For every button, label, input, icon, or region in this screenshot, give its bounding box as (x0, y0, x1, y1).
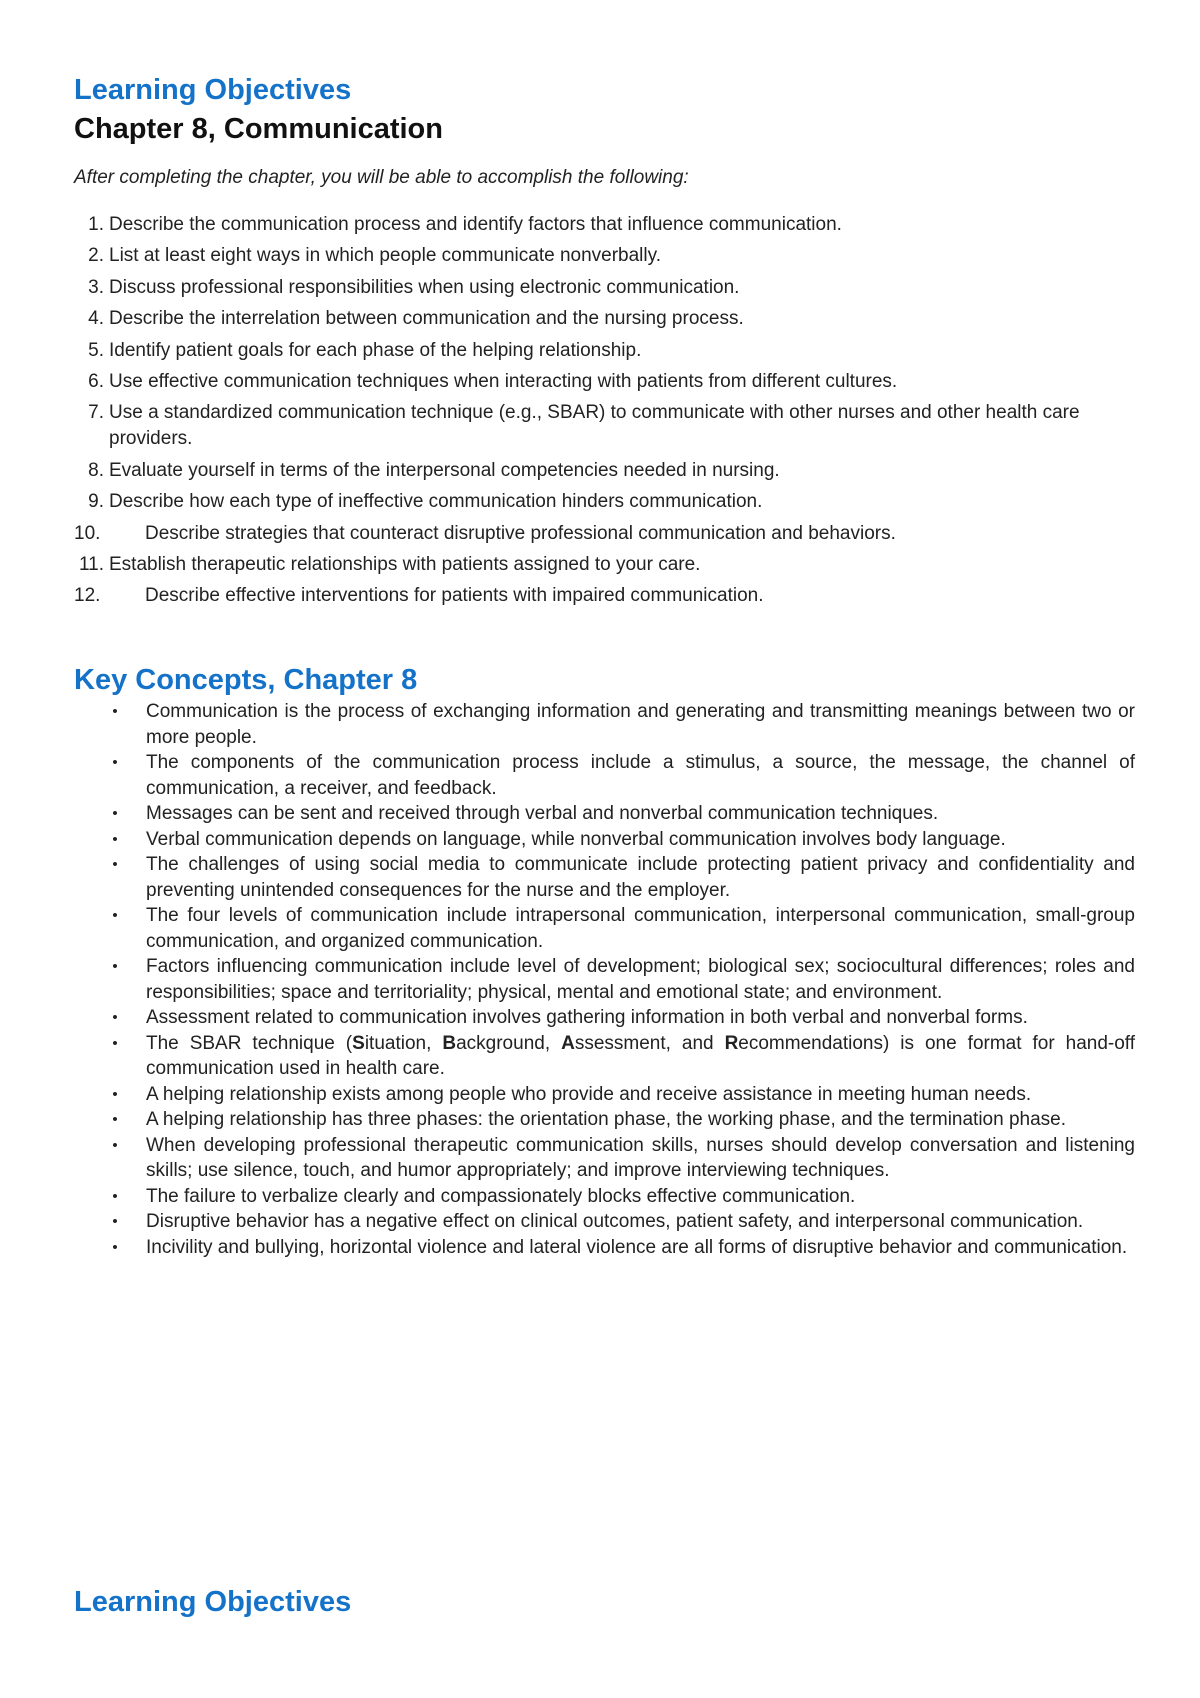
sbar-letter: S (352, 1032, 365, 1054)
sbar-text: ssessment, and (574, 1032, 725, 1054)
concept-item (110, 954, 1135, 1005)
concept-item (110, 699, 1135, 750)
concept-item (110, 852, 1135, 903)
objective-item (74, 489, 1084, 515)
chapter-title: Chapter 8, Communication (74, 113, 443, 145)
concept-text: Factors influencing communication include level of development; biological sex; sociocultural differences; roles and responsibilities; space and territoriality; physical, mental and emotional state; and environment. (146, 956, 1135, 1003)
concept-item (110, 1082, 1135, 1108)
objective-item (74, 212, 1084, 238)
concept-text: Disruptive behavior has a negative effect on clinical outcomes, patient safety, and interpersonal communication. (146, 1211, 1084, 1232)
concept-item (110, 827, 1135, 853)
concept-item (110, 1184, 1135, 1210)
bullet-icon: • (112, 1238, 118, 1256)
bullet-icon: • (112, 805, 118, 822)
objective-text: Discuss professional responsibilities when using electronic communication. (109, 276, 740, 298)
concept-text: Messages can be sent and received through verbal and nonverbal communication techniques. (146, 803, 939, 824)
objective-text: Describe strategies that counteract disruptive professional communication and behaviors. (145, 522, 896, 544)
sbar-text: ackground, (456, 1032, 562, 1054)
objective-number: 4. (88, 308, 104, 330)
sbar-text: ecommendations) is one format for hand-off communication used in health care. (146, 1032, 1136, 1079)
objective-item (74, 243, 1084, 269)
bullet-icon: • (112, 907, 118, 924)
concept-item (110, 1031, 1135, 1082)
objective-number: 1. (88, 214, 104, 235)
key-concepts-heading: Key Concepts, Chapter 8 (74, 664, 418, 696)
objective-item (74, 521, 1084, 547)
objective-item (74, 275, 1084, 301)
objective-item (74, 458, 1084, 484)
concept-text: A helping relationship has three phases: the orientation phase, the working phase, and the termination phase. (146, 1109, 1067, 1130)
concept-item (110, 1209, 1135, 1235)
objective-text: Identify patient goals for each phase of the helping relationship. (109, 339, 642, 361)
concept-text: A helping relationship exists among people who provide and receive assistance in meeting human needs. (146, 1083, 1032, 1105)
objective-number: 12. (74, 585, 101, 607)
concept-item (110, 903, 1135, 954)
objective-number: 3. (88, 276, 104, 298)
objective-item (74, 369, 1084, 395)
concept-text (146, 1033, 1135, 1080)
objective-text: Describe the interrelation between communication and the nursing process. (109, 308, 744, 330)
concept-text: The failure to verbalize clearly and compassionately blocks effective communication. (146, 1185, 856, 1207)
learning-objectives-heading-2: Learning Objectives (74, 1586, 352, 1618)
bullet-icon: • (112, 1085, 118, 1103)
objective-text: Describe effective interventions for patients with impaired communication. (145, 585, 764, 607)
objective-number: 2. (88, 245, 104, 267)
bullet-icon: • (112, 1009, 118, 1026)
bullet-icon: • (112, 754, 118, 771)
objective-text: Describe how each type of ineffective communication hinders communication. (109, 491, 763, 513)
concept-text: The four levels of communication include intrapersonal communication, interpersonal communication, small-group communication, and organized communication. (146, 905, 1135, 952)
objective-text: Use a standardized communication technique (e.g., SBAR) to communicate with other nurses and other health care providers. (109, 402, 1080, 450)
objective-text: Establish therapeutic relationships with patients assigned to your care. (109, 553, 701, 575)
objective-item (74, 338, 1084, 364)
objective-number: 7. (88, 402, 104, 424)
objective-text: Describe the communication process and identify factors that influence communication. (109, 214, 842, 235)
bullet-icon: • (112, 958, 118, 975)
sbar-text: The SBAR technique ( (146, 1032, 353, 1054)
concept-item (110, 1005, 1135, 1031)
learning-objectives-heading: Learning Objectives (74, 74, 352, 106)
objectives-list (74, 212, 1084, 615)
sbar-text: ituation, (364, 1032, 443, 1054)
concept-text: When developing professional therapeutic communication skills, nurses should develop conversation and listening skills; use silence, touch, and humor appropriately; and improve interviewing techniques. (146, 1134, 1135, 1181)
bullet-icon: • (112, 703, 118, 720)
bullet-icon: • (112, 830, 118, 848)
concept-item (110, 1107, 1135, 1133)
sbar-letter: B (442, 1032, 457, 1054)
concept-item (110, 1235, 1135, 1261)
bullet-icon: • (112, 1111, 118, 1128)
concept-item (110, 750, 1135, 801)
bullet-icon: • (112, 1136, 118, 1154)
objective-number: 8. (88, 459, 104, 481)
bullet-icon: • (112, 1034, 118, 1052)
sbar-letter: A (561, 1032, 575, 1054)
concept-text: Incivility and bullying, horizontal violence and lateral violence are all forms of disruptive behavior and communication. (146, 1236, 1128, 1258)
sbar-letter: R (724, 1032, 739, 1054)
objective-number: 10. (74, 522, 101, 544)
objective-number: 9. (88, 491, 104, 513)
objective-text: Evaluate yourself in terms of the interpersonal competencies needed in nursing. (109, 459, 780, 481)
concept-item (110, 801, 1135, 827)
objective-text: Use effective communication techniques when interacting with patients from different cultures. (109, 370, 898, 392)
objective-item (74, 552, 1084, 578)
bullet-icon: • (112, 1187, 118, 1205)
concept-text: Communication is the process of exchanging information and generating and transmitting meanings between two or more people. (146, 701, 1135, 748)
bullet-icon: • (112, 1213, 118, 1230)
concept-text: Verbal communication depends on language, while nonverbal communication involves body language. (146, 828, 1006, 850)
objective-number: 11. (78, 553, 104, 575)
intro-text: After completing the chapter, you will be able to accomplish the following: (74, 167, 689, 188)
objective-text: List at least eight ways in which people communicate nonverbally. (109, 245, 661, 267)
objective-item (74, 400, 1084, 452)
objective-number: 5. (88, 339, 104, 361)
key-concepts-list (110, 699, 1135, 1260)
concept-text: Assessment related to communication involves gathering information in both verbal and nonverbal forms. (146, 1007, 1028, 1028)
bullet-icon: • (112, 856, 118, 873)
objective-item (74, 583, 1084, 609)
objective-item (74, 306, 1084, 332)
concept-text: The challenges of using social media to communicate include protecting patient privacy and confidentiality and preventing unintended consequences for the nurse and the employer. (146, 854, 1135, 901)
concept-text: The components of the communication process include a stimulus, a source, the message, the channel of communication, a receiver, and feedback. (146, 752, 1135, 799)
concept-item (110, 1133, 1135, 1184)
objective-number: 6. (88, 370, 104, 392)
